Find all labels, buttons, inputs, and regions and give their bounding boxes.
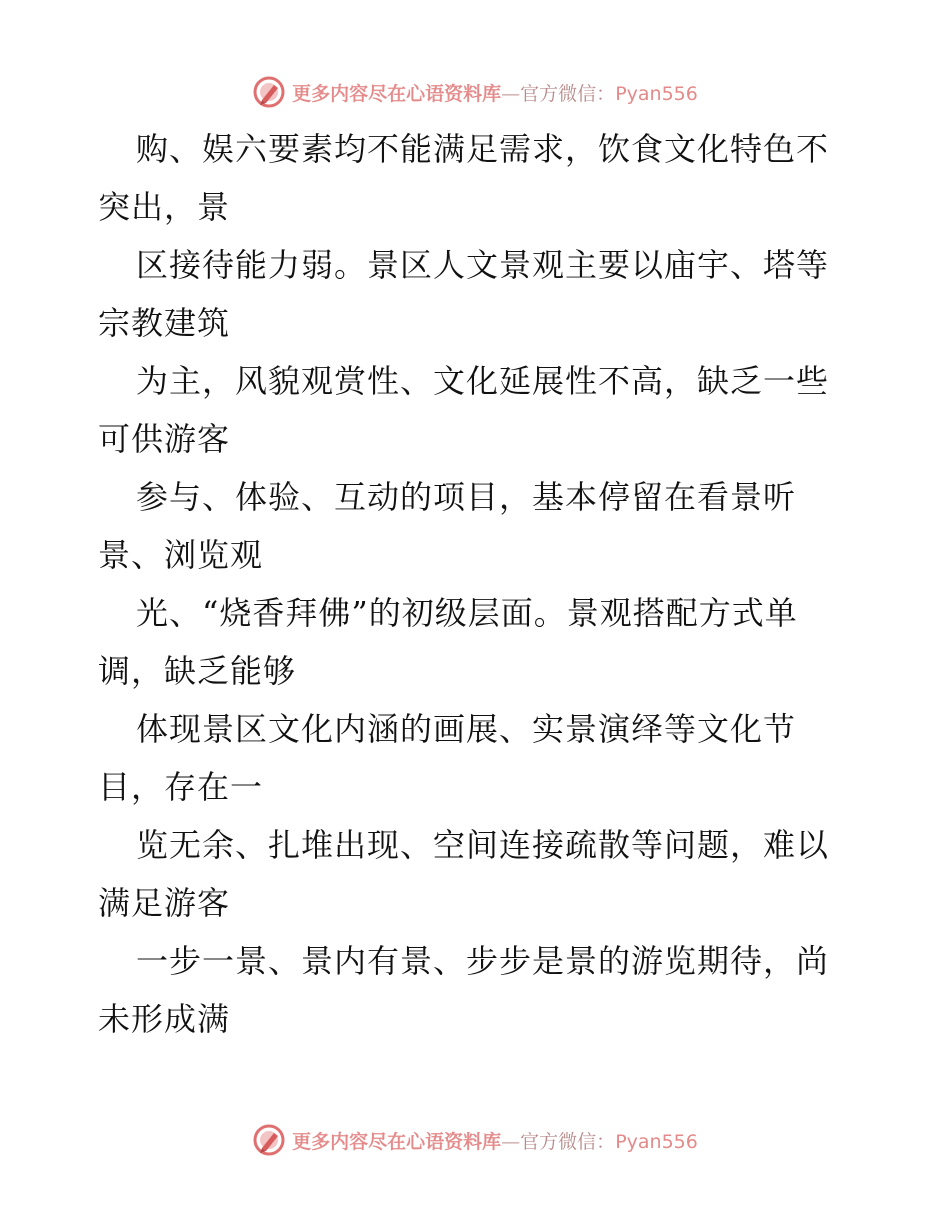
- paragraph: [98, 468, 858, 584]
- watermark-brand: 更多内容尽在心语资料库: [292, 82, 502, 105]
- paragraph: [98, 236, 858, 352]
- paragraph-continuation: 目，存在一: [98, 768, 264, 806]
- document-body: [98, 120, 858, 1048]
- paragraph-continuation: 宗教建筑: [98, 304, 231, 342]
- paragraph-line: 参与、体验、互动的项目，基本停留在看景听: [136, 478, 797, 516]
- paragraph-continuation: 未形成满: [98, 1000, 231, 1038]
- paragraph: [98, 352, 858, 468]
- pen-logo-icon: [252, 1123, 286, 1157]
- watermark-separator: —: [501, 1130, 521, 1153]
- paragraph: [98, 700, 858, 816]
- watermark-label: 官方微信：: [520, 82, 616, 105]
- watermark-wechat-id: Pyan556: [615, 1130, 698, 1153]
- watermark-text: [292, 79, 698, 106]
- watermark-text: [292, 1127, 698, 1154]
- watermark-separator: —: [501, 82, 521, 105]
- paragraph-continuation: 突出，景: [98, 188, 231, 226]
- paragraph-line: 体现景区文化内涵的画展、实景演绎等文化节: [136, 710, 797, 748]
- paragraph-line: 区接待能力弱。景区人文景观主要以庙宇、塔等: [136, 246, 830, 284]
- paragraph-line: 一步一景、景内有景、步步是景的游览期待，尚: [136, 942, 830, 980]
- paragraph: [98, 584, 858, 700]
- footer-watermark: [0, 1120, 950, 1160]
- paragraph: [98, 816, 858, 932]
- paragraph-line: 为主，风貌观赏性、文化延展性不高，缺乏一些: [136, 362, 830, 400]
- paragraph-continuation: 调，缺乏能够: [98, 652, 297, 690]
- paragraph-line: 光、“烧香拜佛”的初级层面。景观搭配方式单: [136, 594, 798, 632]
- watermark-label: 官方微信：: [520, 1130, 616, 1153]
- paragraph-line: 览无余、扎堆出现、空间连接疏散等问题，难以: [136, 826, 830, 864]
- paragraph-continuation: 可供游客: [98, 420, 231, 458]
- paragraph-line: 购、娱六要素均不能满足需求，饮食文化特色不: [136, 130, 830, 168]
- paragraph-continuation: 满足游客: [98, 884, 231, 922]
- watermark-brand: 更多内容尽在心语资料库: [292, 1130, 502, 1153]
- paragraph-continuation: 景、浏览观: [98, 536, 264, 574]
- watermark-wechat-id: Pyan556: [615, 82, 698, 105]
- paragraph: [98, 932, 858, 1048]
- pen-logo-icon: [252, 75, 286, 109]
- header-watermark: [0, 72, 950, 112]
- paragraph: [98, 120, 858, 236]
